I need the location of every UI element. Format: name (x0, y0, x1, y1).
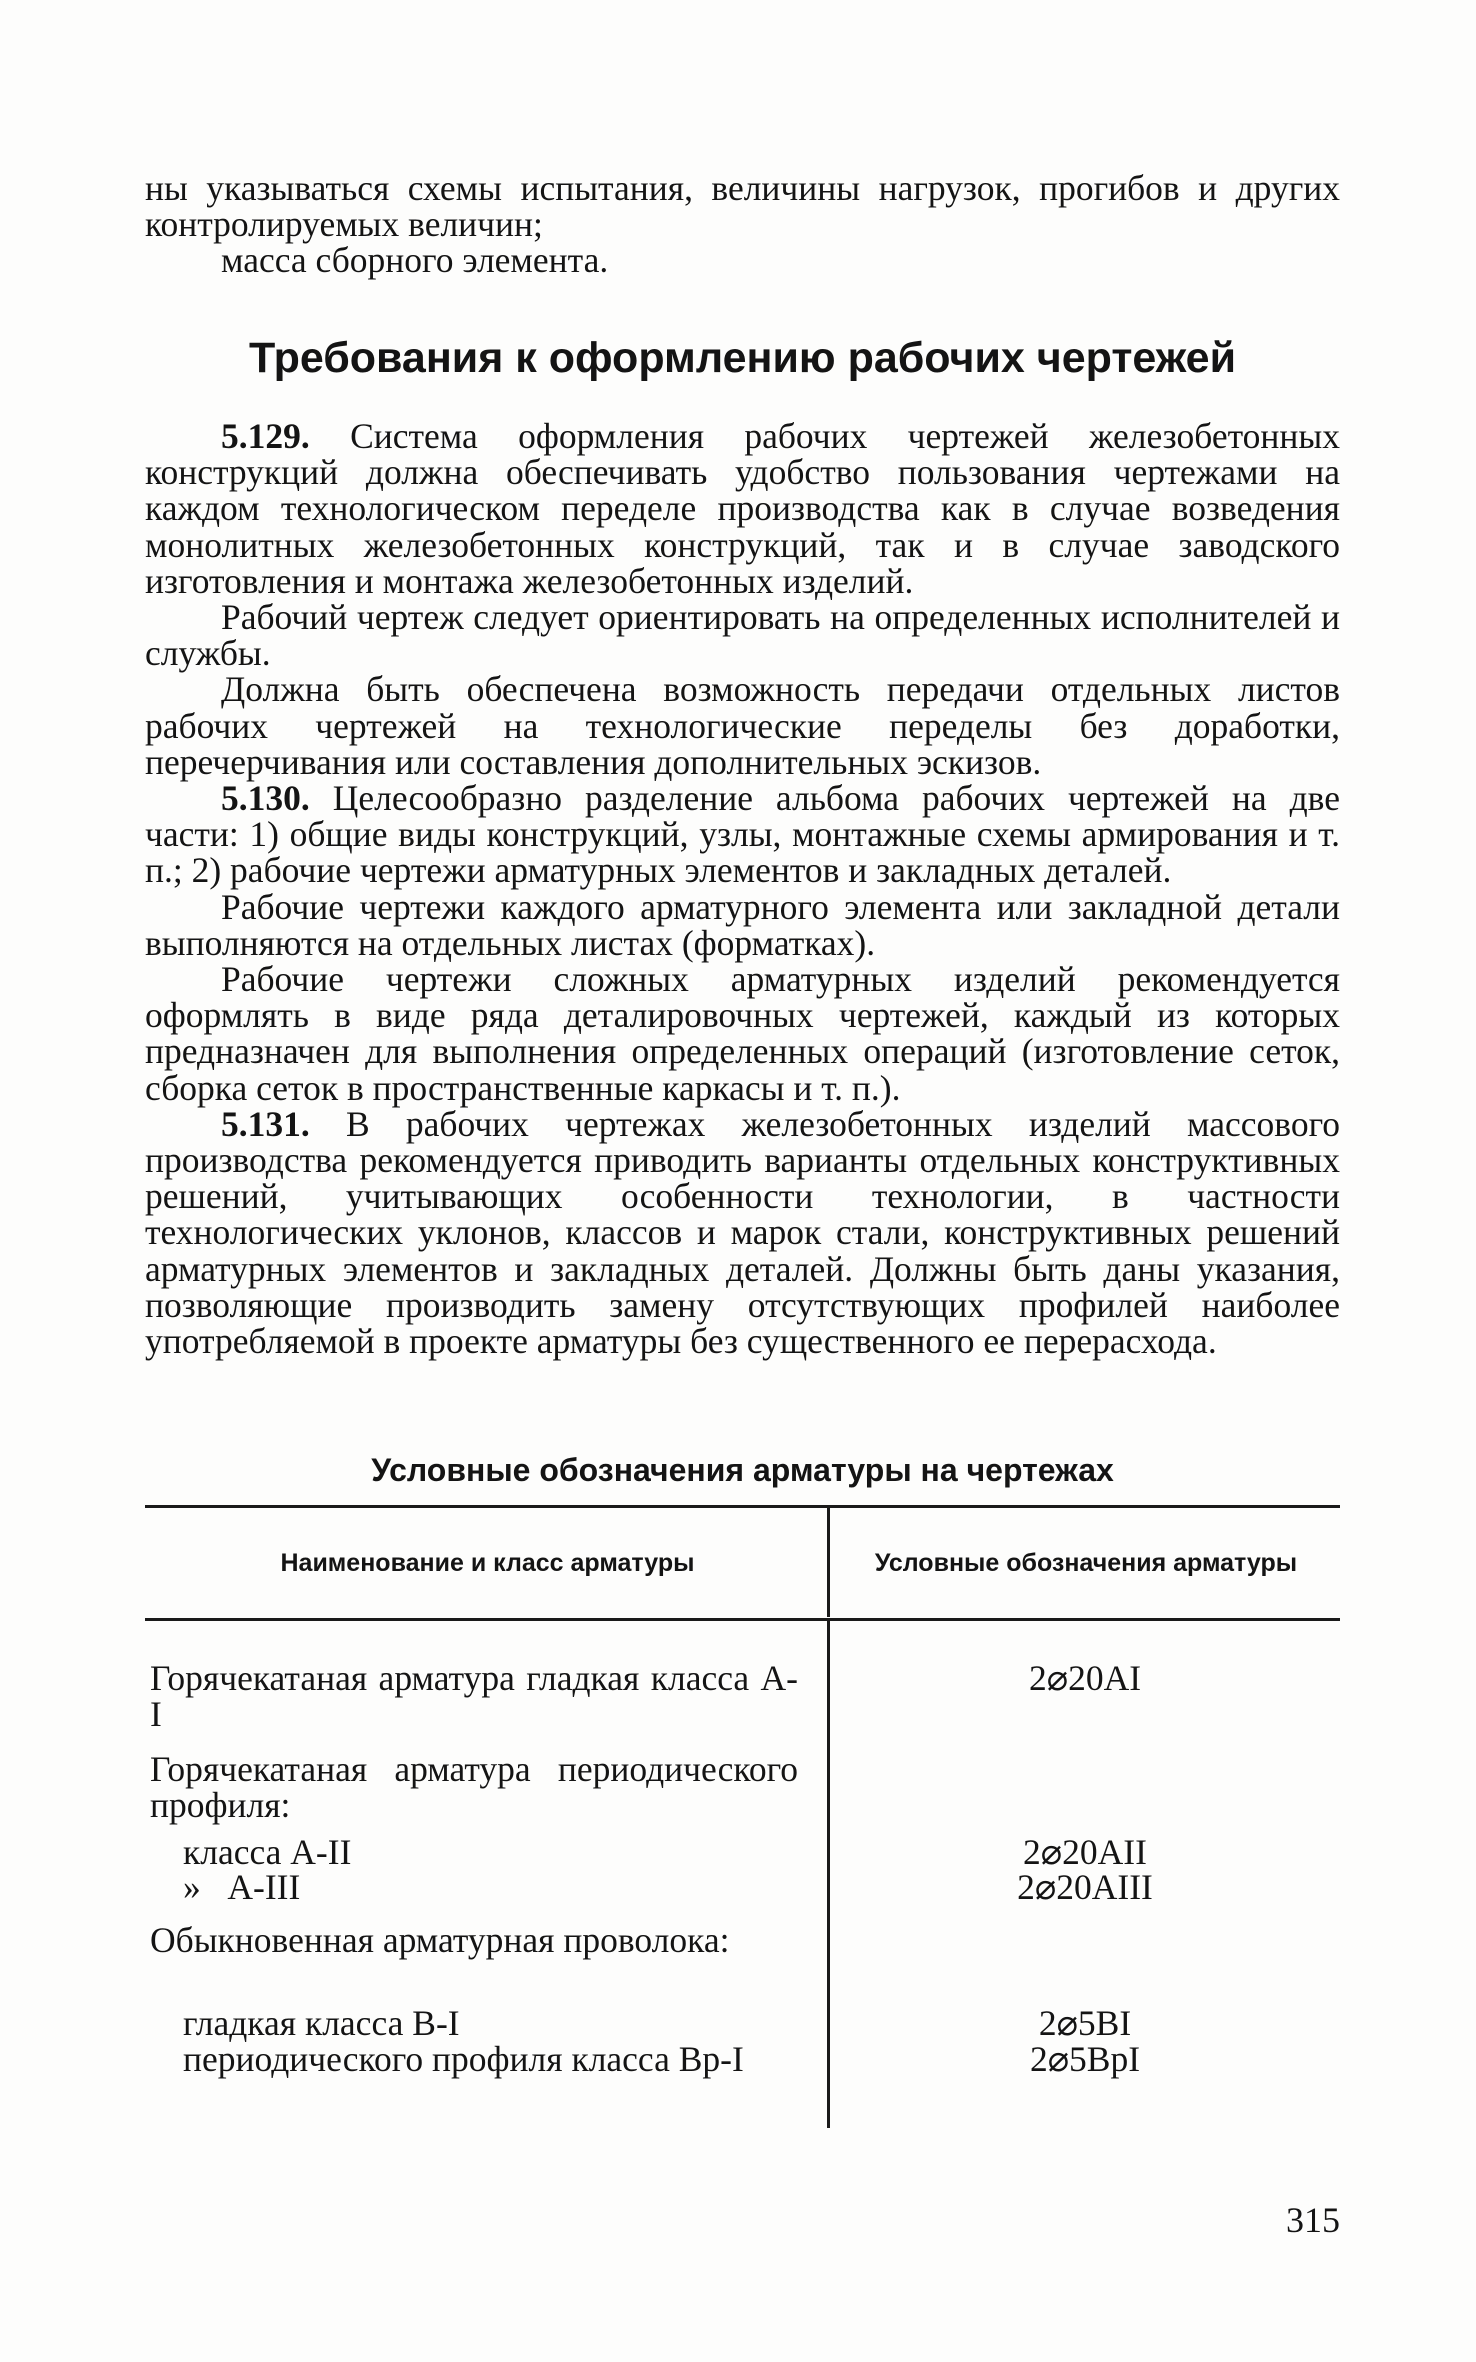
table-row-name: Обыкновенная арматурная проволока: (150, 1920, 730, 1960)
table-row-name: гладкая класса В-I (183, 2003, 460, 2043)
table-header-rule (145, 1618, 1340, 1621)
table-row-designation: 2⌀5ВрI (1029, 2039, 1141, 2079)
paragraph-complex-products: Рабочие чертежи сложных арматурных изделий рекомендуется оформлять в виде ряда деталировочных чертежей, каждый из которых предназначен для выполнения определенных операций (изготовление сеток, сборка сеток в пространственные каркасы и т. п.). (145, 959, 1340, 1108)
paragraph-sheet-transfer: Должна быть обеспечена возможность передачи отдельных листов рабочих чертежей на технологические переделы без доработки, перечерчивания или составления дополнительных эскизов. (145, 669, 1340, 782)
paragraph-5-130 (145, 780, 1340, 889)
paragraph-each-element: Рабочие чертежи каждого арматурного элемента или закладной детали выполняются на отдельных листах (форматках). (145, 886, 1340, 963)
clause-text: Система оформления рабочих чертежей железобетонных конструкций должна обеспечивать удобство пользования чертежами на каждом технологическом переделе производства как в случае возведения монолитных железобетонных конструкций, так и в случае заводского изготовления и монтажа железобетонных изделий. (145, 416, 1340, 601)
table-row-name: Горячекатаная арматура гладкая класса А-I (150, 1658, 798, 1735)
paragraph-5-129 (145, 418, 1340, 599)
clause-text: В рабочих чертежах железобетонных изделий массового производства рекомендуется приводить варианты отдельных конструктивных решений, учитывающих особенности технологии, в частности технологических уклонов, классов и марок стали, конструктивных решений арматурных элементов и закладных деталей. Должны быть даны указания, позволяющие производить замену отсутствующих профилей наиболее употребляемой в проекте арматуры без существенного ее перерасхода. (145, 1103, 1340, 1362)
clause-number: 5.131. (221, 1103, 310, 1144)
header-column-divider (827, 1507, 830, 1617)
page-number: 315 (1286, 2200, 1340, 2240)
column-header-name: Наименование и класс арматуры (280, 1549, 695, 1577)
table-row-name: периодического профиля класса Вр-I (183, 2039, 744, 2079)
column-header-designation: Условные обозначения арматуры (874, 1549, 1298, 1577)
table-title: Условные обозначения арматуры на чертежах (371, 1452, 1114, 1488)
intro-text (145, 170, 1340, 279)
clause-number: 5.129. (221, 416, 310, 456)
clause-number: 5.130. (221, 778, 310, 819)
table-row-designation: 2⌀5ВI (1038, 2003, 1132, 2043)
table-row-name: Горячекатаная арматура периодического профиля: (150, 1749, 798, 1826)
table-row-designation: 2⌀20АI (1028, 1658, 1142, 1698)
table-row-name: класса А-II (183, 1832, 352, 1872)
paragraph-working-drawing: Рабочий чертеж следует ориентировать на определенных исполнителей и службы. (145, 597, 1340, 674)
table-top-rule (145, 1505, 1340, 1508)
clause-text: Целесообразно разделение альбома рабочих чертежей на две части: 1) общие виды конструкций, узлы, монтажные схемы армирования и т. п.; 2) рабочие чертежи арматурных элементов и закладных деталей. (145, 778, 1340, 891)
intro-paragraph: ны указываться схемы испытания, величины нагрузок, прогибов и других контролируемых величин; (145, 168, 1340, 245)
main-body-text (145, 416, 1340, 1362)
table-row-designation: 2⌀20АIII (1017, 1867, 1153, 1907)
table-row-name: » А-III (183, 1867, 301, 1907)
table-row-designation: 2⌀20АII (1023, 1832, 1147, 1872)
section-heading: Требования к оформлению рабочих чертежей (248, 334, 1237, 382)
paragraph-5-131 (145, 1103, 1340, 1362)
intro-mass-line: масса сборного элемента. (221, 240, 609, 281)
